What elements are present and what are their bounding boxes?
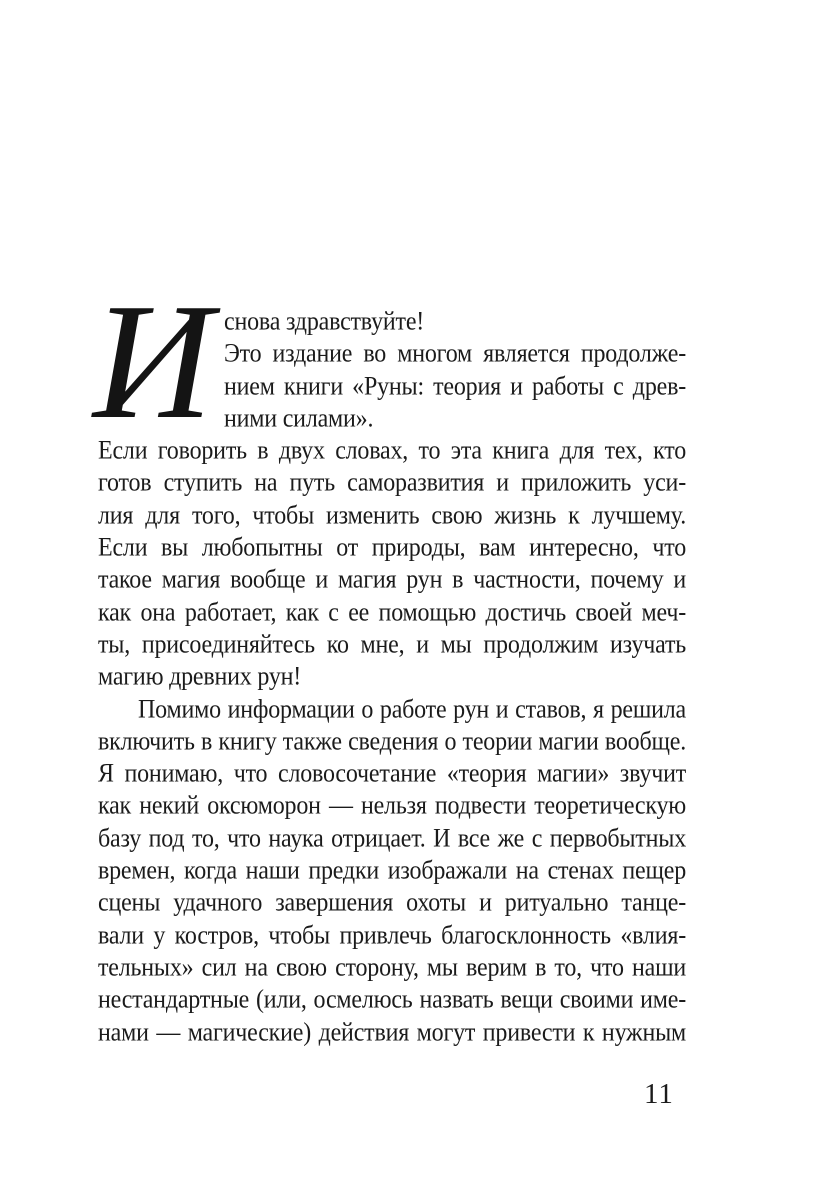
drop-cap-letter: И <box>93 269 213 453</box>
text-line: Я понимаю, что словосочетание «теория магии» звучит <box>98 759 686 789</box>
text-line: нами — магические) действия могут привести к нужным <box>98 1018 686 1047</box>
text-line: вали у костров, чтобы привлечь благосклонность «влия- <box>98 921 686 950</box>
text-line: магию древних рун! <box>98 662 302 692</box>
text-line: сцены удачного завершения охоты и ритуально танце- <box>98 888 686 918</box>
text-line: тельных» сил на свою сторону, мы верим в то, что наши <box>98 953 686 983</box>
text-line: ними силами». <box>224 404 374 434</box>
text-line: такое магия вообще и магия рун в частности, почему и <box>98 565 686 595</box>
page-number: 11 <box>644 1078 674 1110</box>
text-line: лия для того, чтобы изменить свою жизнь к лучшему. <box>98 501 686 530</box>
text-line: готов ступить на путь саморазвития и приложить уси- <box>98 469 686 498</box>
text-line: ты, присоединяйтесь ко мне, и мы продолжим изучать <box>98 630 686 660</box>
text-line: времен, когда наши предки изображали на стенах пещер <box>98 856 686 886</box>
text-line: Это издание во многом является продолже- <box>224 339 686 369</box>
text-line: снова здравствуйте! <box>224 307 425 337</box>
page-text <box>93 269 686 1049</box>
text-line: Если вы любопытны от природы, вам интересно, что <box>98 533 686 563</box>
text-line: Если говорить в двух словах, то эта книга для тех, кто <box>98 436 686 466</box>
text-line: как некий оксюморон — нельзя подвести теоретическую <box>98 791 686 821</box>
paragraph-2 <box>98 694 686 1049</box>
text-line: включить в книгу также сведения о теории магии вообще. <box>98 727 686 756</box>
text-line: нестандартные (или, осмелюсь назвать вещи своими име- <box>98 985 686 1015</box>
text-line: Помимо информации о работе рун и ставов, я решила <box>138 695 686 724</box>
text-line: нием книги «Руны: теория и работы с древ- <box>224 372 686 401</box>
text-line: как она работает, как с ее помощью достичь своей меч- <box>98 598 686 627</box>
paragraph-1-continuation <box>98 435 686 693</box>
text-line: базу под то, что наука отрицает. И все же с первобытных <box>98 824 686 853</box>
